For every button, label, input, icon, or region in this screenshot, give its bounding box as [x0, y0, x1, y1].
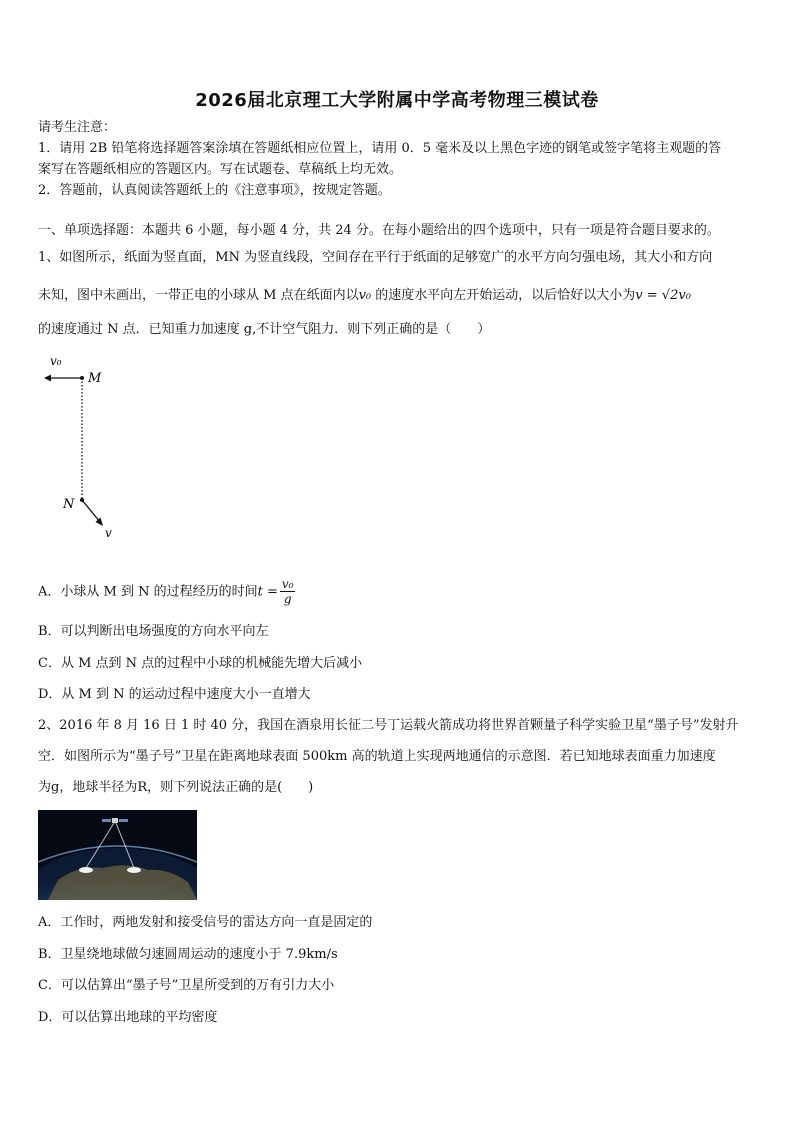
q1-line-3: 的速度通过 N 点．已知重力加速度 g,不计空气阻力．则下列正确的是（ ）	[38, 322, 491, 337]
q1-v0: v₀	[358, 288, 372, 303]
satellite-earth-image	[38, 810, 197, 900]
q1-option-d: D．从 M 到 N 的运动过程中速度大小一直增大	[38, 687, 311, 702]
q1-speed-equation: v = √2v₀	[635, 288, 691, 303]
q2-line-3: 为g，地球半径为R，则下列说法正确的是( )	[38, 780, 314, 795]
ground-station-left-icon	[79, 867, 93, 873]
q2-option-d: D．可以估算出地球的平均密度	[38, 1010, 218, 1025]
fraction-denominator: g	[283, 592, 292, 606]
ground-station-right-icon	[127, 867, 141, 873]
section-heading: 一、单项选择题：本题共 6 小题，每小题 4 分，共 24 分。在每小题给出的四个选项中，只有一项是符合题目要求的。	[38, 223, 720, 238]
page-title: 2026届北京理工大学附属中学高考物理三模试卷	[195, 90, 599, 111]
q1-line-2b: 的速度水平向左开始运动，以后恰好以大小为	[375, 288, 636, 303]
q1-figure	[38, 350, 128, 545]
label-v: v	[105, 526, 112, 540]
q2-line-1: 2、2016 年 8 月 16 日 1 时 40 分，我国在酒泉用长征二号丁运载火箭成功将世界首颗量子科学实验卫星“墨子号”发射升	[38, 718, 739, 733]
q1-option-a-t: t =	[257, 584, 278, 600]
q1-option-c: C．从 M 点到 N 点的过程中小球的机械能先增大后减小	[38, 656, 363, 671]
label-M: M	[88, 371, 102, 386]
notice-heading: 请考生注意：	[38, 120, 117, 135]
fraction-numerator: v₀	[281, 577, 294, 591]
label-v0: v₀	[50, 354, 62, 368]
q1-option-b: B．可以判断出电场强度的方向水平向左	[38, 624, 269, 639]
notice-item-1a: 1．请用 2B 铅笔将选择题答案涂填在答题纸相应位置上，请用 0．5 毫米及以上黑色字迹的钢笔或签字笔将主观题的答	[38, 141, 722, 156]
q1-line-1: 1、如图所示，纸面为竖直面，MN 为竖直线段，空间存在平行于纸面的足够宽广的水平方向匀强电场，其大小和方向	[38, 250, 713, 265]
q1-option-a-text: A．小球从 M 到 N 的过程经历的时间	[38, 584, 258, 600]
label-N: N	[63, 497, 75, 512]
q2-option-a: A．工作时，两地发射和接受信号的雷达方向一直是固定的	[38, 915, 373, 930]
q1-option-a	[38, 578, 297, 606]
q1-line-2	[38, 288, 758, 304]
q1-option-a-fraction	[280, 578, 296, 606]
q2-option-b: B．卫星绕地球做匀速圆周运动的速度小于 7.9km/s	[38, 947, 338, 962]
v-arrow	[82, 500, 100, 522]
notice-item-2: 2．答题前，认真阅读答题纸上的《注意事项》，按规定答题。	[38, 183, 391, 198]
v0-arrow-head	[44, 375, 51, 382]
notice-item-1b: 案写在答题纸相应的答题区内。写在试题卷、草稿纸上均无效。	[38, 162, 403, 177]
q1-line-2a: 未知，图中未画出，一带正电的小球从 M 点在纸面内以	[38, 288, 359, 303]
q2-option-c: C．可以估算出“墨子号”卫星所受到的万有引力大小	[38, 978, 335, 993]
q2-line-2: 空．如图所示为“墨子号”卫星在距离地球表面 500km 高的轨道上实现两地通信的示意图．若已知地球表面重力加速度	[38, 749, 716, 764]
